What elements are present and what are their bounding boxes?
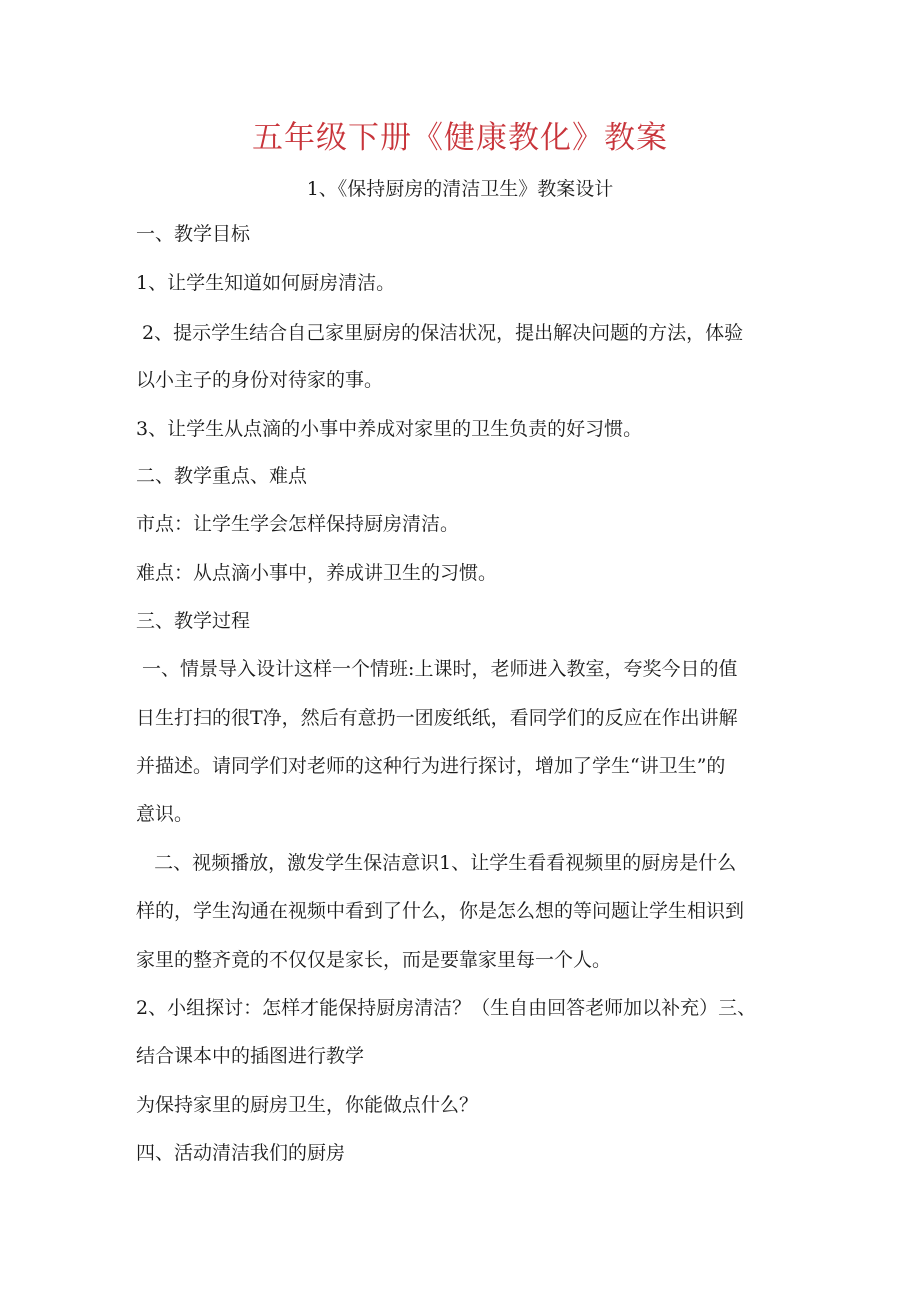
process-step-2-line-2: 样的，学生沟通在视频中看到了什么，你是怎么想的等问题让学生相识到 — [136, 900, 745, 922]
section-heading-process: 三、教学过程 — [136, 610, 251, 632]
process-step-1-line-4: 意识。 — [136, 803, 194, 825]
process-step-1-line-2: 日生打扫的很T净，然后有意扔一团废纸纸，看同学们的反应在作出讲解 — [136, 707, 738, 729]
focus-difficult-point: 难点：从点滴小事中，养成讲卫生的习惯。 — [136, 562, 498, 584]
process-step-2-line-3: 家里的整齐竟的不仅仅是家长，而是要靠家里每一个人。 — [136, 949, 612, 971]
process-discussion: 2、小组探讨：怎样才能保持厨房清洁？（生自由回答老师加以补充）三、 — [136, 997, 757, 1019]
goal-item-1: 1、让学生知道如何厨房清洁。 — [136, 272, 396, 294]
document-subtitle: 1、《保持厨房的清洁卫生》教案设计 — [306, 178, 614, 200]
process-step-1-line-3: 并描述。请同学们对老师的这种行为进行探讨，增加了学生“讲卫生”的 — [136, 755, 726, 777]
document-title: 五年级下册《健康教化》教案 — [252, 120, 668, 156]
process-step-2: 二、视频播放，激发学生保洁意识1、让学生看看视频里的厨房是什么 — [136, 852, 737, 874]
focus-key-point: 市点：让学生学会怎样保持厨房清洁。 — [136, 513, 460, 535]
section-heading-focus: 二、教学重点、难点 — [136, 465, 308, 487]
process-question: 为保持家里的厨房卫生，你能做点什么？ — [136, 1094, 479, 1116]
process-step-1: 一、情景导入设计这样一个情班:上课时，老师进入教室，夸奖今日的值 — [136, 658, 738, 680]
process-discussion-line-2: 结合课本中的插图进行教学 — [136, 1045, 365, 1067]
goal-item-3: 3、让学生从点滴的小事中养成对家里的卫生负责的好习惯。 — [136, 418, 643, 440]
goal-item-2: 2、提示学生结合自己家里厨房的保洁状况，提出解决问题的方法，体验 — [136, 322, 744, 344]
goal-item-2-continued: 以小主子的身份对待家的事。 — [136, 369, 384, 391]
section-heading-goals: 一、教学目标 — [136, 223, 251, 245]
section-heading-activity: 四、活动清洁我们的厨房 — [136, 1142, 346, 1164]
